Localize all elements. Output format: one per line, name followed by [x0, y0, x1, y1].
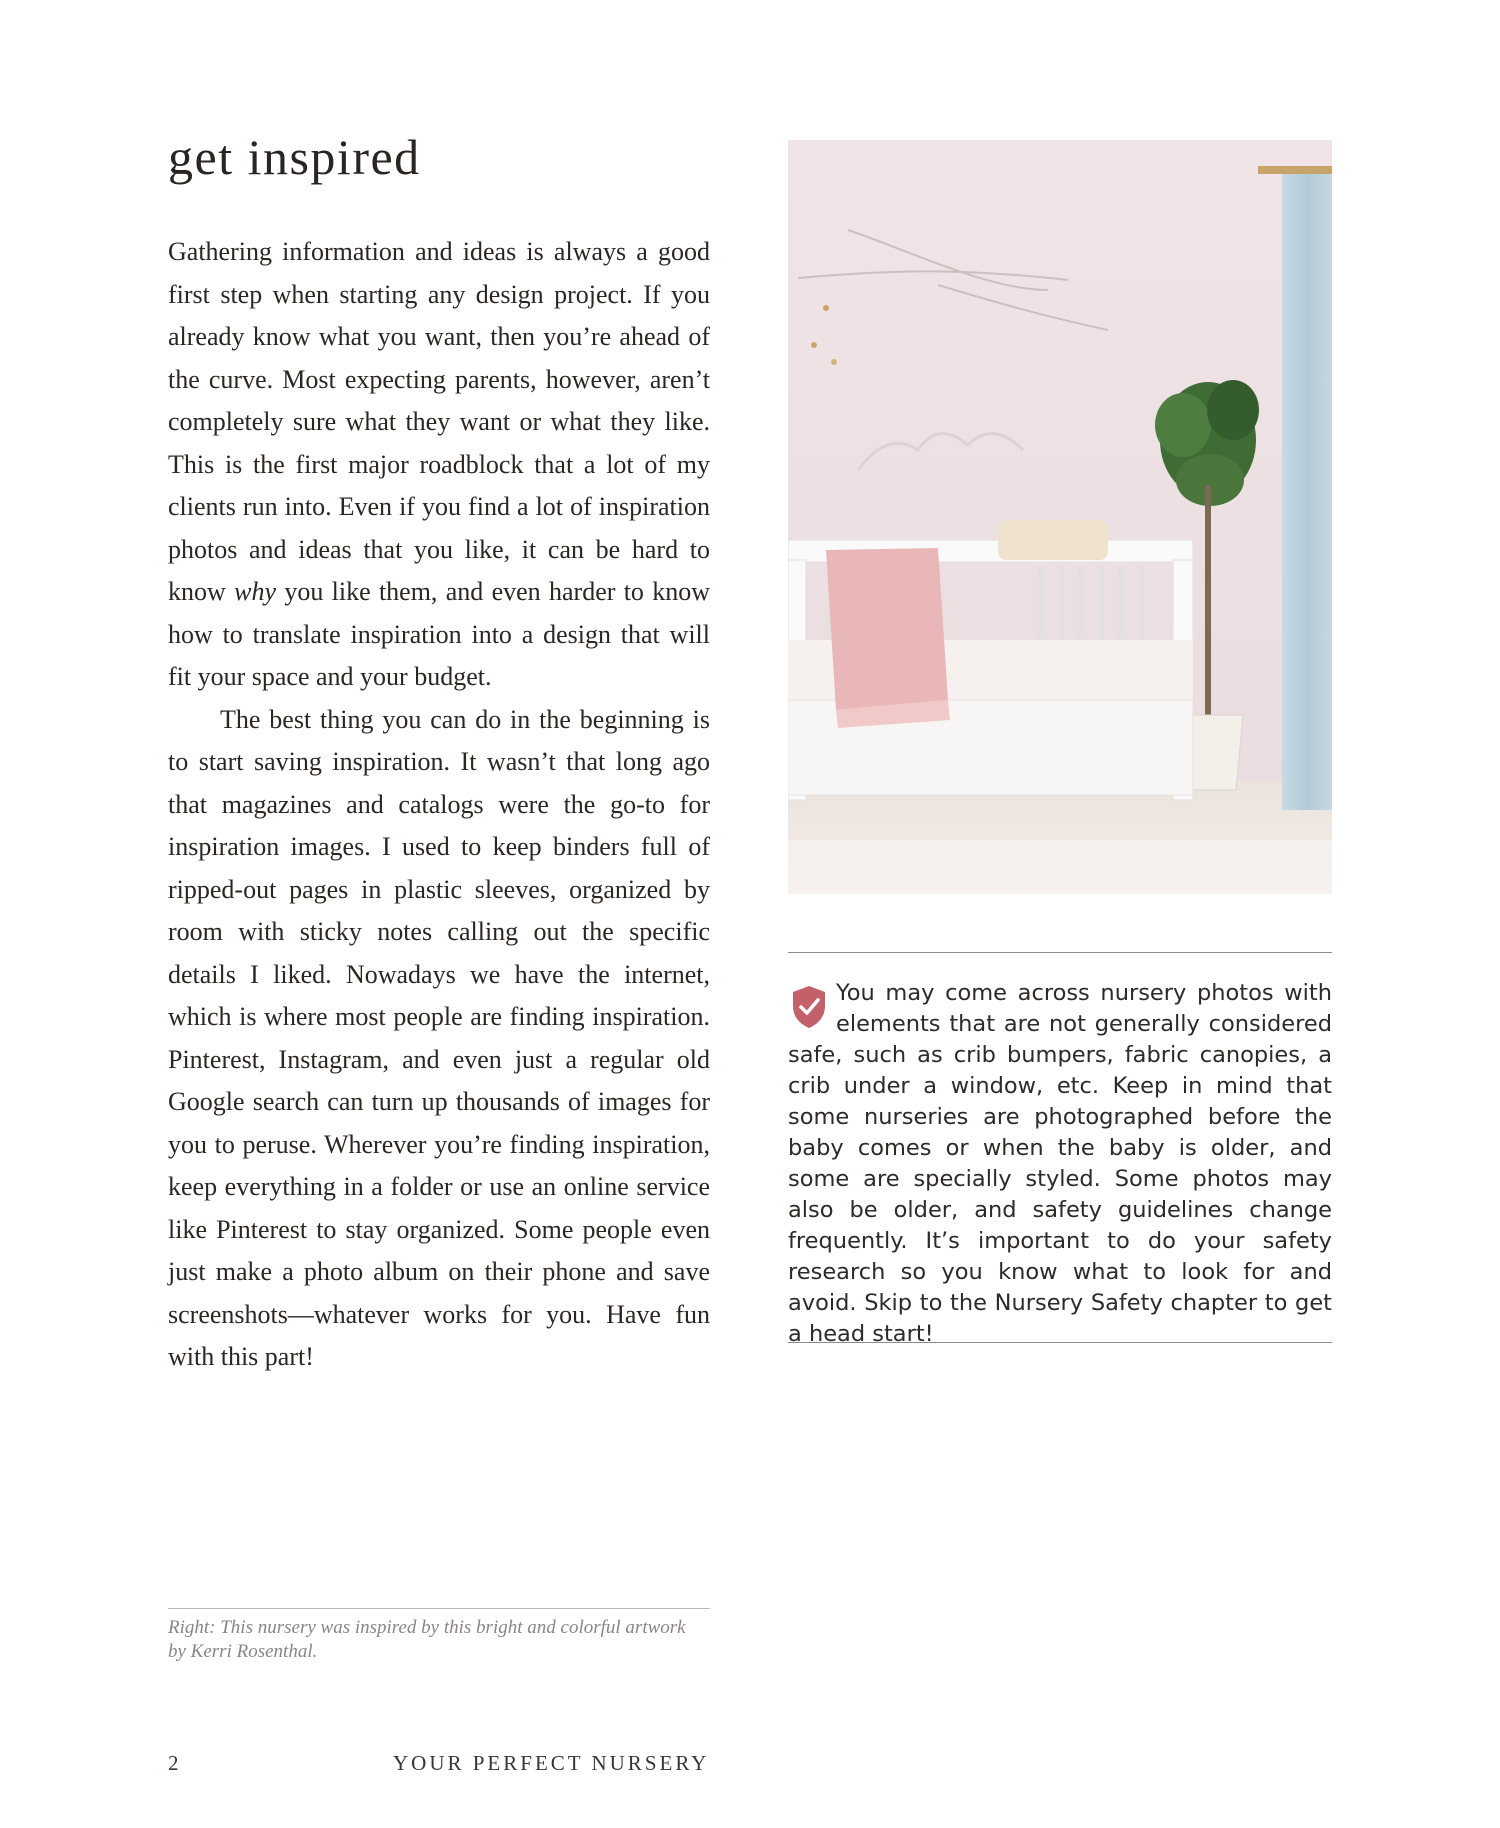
curtain: [1282, 170, 1332, 810]
safety-bottom-rule: [788, 1342, 1332, 1343]
page-title: get inspired: [168, 129, 421, 185]
nursery-photo: [788, 140, 1332, 894]
body-text: [168, 231, 710, 1379]
shield-check-icon: [790, 984, 828, 1030]
body-paragraph-2: The best thing you can do in the beginning is to start saving inspiration. It wasn’t that long ago that magazines and catalogs were the go-to for inspiration images. I used to keep binders full of ripped-out pages in plastic sleeves, organized by room with sticky notes calling out the specific details I liked. Nowadays we have the internet, which is where most people are finding inspiration. Pinterest, Instagram, and even just a regular old Google search can turn up thousands of images for you to peruse. Wherever you’re finding inspiration, keep everything in a folder or use an online service like Pinterest to stay organized. Some people even just make a photo album on their phone and save screenshots—whatever works for you. Have fun with this part!: [168, 704, 710, 1371]
pillow: [998, 520, 1108, 560]
crib: [788, 520, 1193, 800]
mobile-ornament: [831, 359, 837, 365]
body-paragraph-1: [168, 231, 710, 699]
mobile-ornament: [823, 305, 829, 311]
mobile-ornament: [811, 342, 817, 348]
blanket: [826, 548, 948, 710]
page-number: 2: [168, 1751, 179, 1775]
safety-top-rule: [788, 952, 1332, 953]
caption-rule: [168, 1608, 710, 1609]
running-head: YOUR PERFECT NURSERY: [393, 1751, 710, 1775]
body-paragraph-1-end: you like them, and even harder to know how to translate inspiration into a design that will fit your space and your budget.: [168, 577, 711, 691]
photo-caption: Right: This nursery was inspired by this bright and colorful artwork by Kerri Rosenthal.: [168, 1617, 686, 1662]
safety-note-text: You may come across nursery photos with elements that are not generally considered safe, such as crib bumpers, fabric canopies, a crib under a window, etc. Keep in mind that some nurseries are photographed before the baby comes or when the baby is older, and some are specially styled. Some photos may also be older, and safety guidelines change frequently. It’s important to do your safety research so you know what to look for and avoid. Skip to the Nursery Safety chapter to get a head start!: [788, 980, 1332, 1347]
emphasis-why: why: [234, 577, 276, 606]
floor-fade: [788, 840, 1332, 894]
curtain-rod: [1258, 166, 1332, 174]
body-paragraph-1-start: Gathering information and ideas is always a good first step when starting any design project. If you already know what you want, then you’re ahead of the curve. Most expecting parents, however, aren’t completely sure what they want or what they like. This is the first major roadblock that a lot of my clients run into. Even if you find a lot of inspiration photos and ideas that you like, it can be hard to know: [168, 237, 710, 606]
safety-note: [788, 978, 1332, 1350]
